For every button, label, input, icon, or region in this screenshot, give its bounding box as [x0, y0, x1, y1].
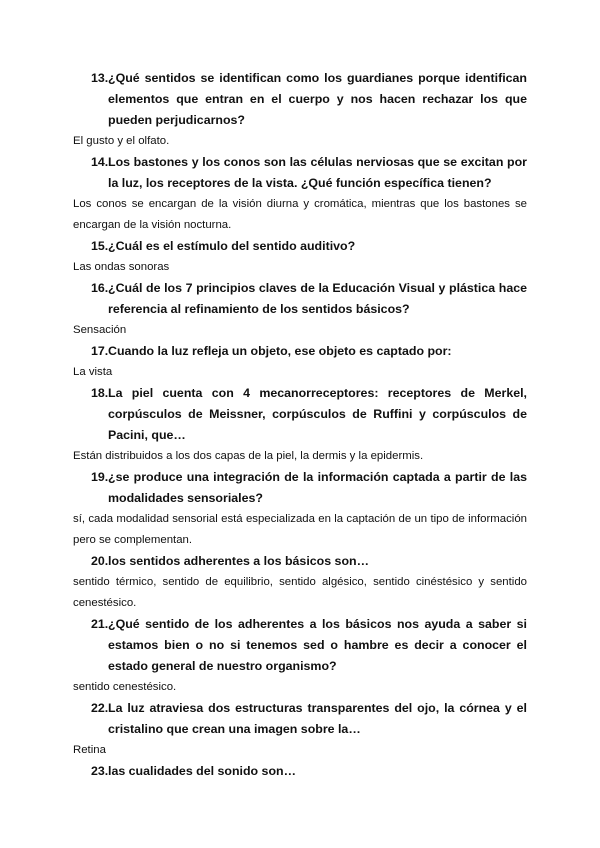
question-number: 14. — [91, 155, 109, 169]
question-text: La luz atraviesa dos estructuras transparentes del ojo, la córnea y el cristalino que crean una imagen sobre la… — [108, 701, 527, 736]
question-text: La piel cuenta con 4 mecanorreceptores: receptores de Merkel, corpúsculos de Meissner, corpúsculos de Ruffini y corpúsculos de Pacini, que… — [108, 386, 527, 442]
question-text: las cualidades del sonido son… — [108, 764, 296, 778]
question-number: 16. — [91, 281, 109, 295]
question-text: ¿Qué sentidos se identifican como los guardianes porque identifican elementos que entran en el cuerpo y nos hacen rechazar los que pueden perjudicarnos? — [108, 71, 527, 127]
question-number: 13. — [91, 71, 109, 85]
question-22 — [91, 698, 527, 740]
answer-17: La vista — [73, 366, 113, 378]
answer-20: sentido térmico, sentido de equilibrio, sentido algésico, sentido cinéstésico y sentido cenestésico. — [73, 576, 527, 609]
question-text: los sentidos adherentes a los básicos son… — [108, 554, 369, 568]
answer-13: El gusto y el olfato. — [73, 135, 170, 147]
question-20 — [91, 551, 527, 572]
answer-14: Los conos se encargan de la visión diurna y cromática, mientras que los bastones se encargan de la visión nocturna. — [73, 198, 527, 231]
answer-21: sentido cenestésico. — [73, 681, 177, 693]
answer-16: Sensación — [73, 324, 127, 336]
question-number: 17. — [91, 344, 109, 358]
question-text: ¿Qué sentido de los adherentes a los básicos nos ayuda a saber si estamos bien o no si tenemos sed o hambre es decir a conocer el estado general de nuestro organismo? — [108, 617, 527, 673]
question-14 — [91, 152, 527, 194]
answer-19: sí, cada modalidad sensorial está especializada en la captación de un tipo de información pero se complementan. — [73, 513, 527, 546]
question-text: ¿Cuál de los 7 principios claves de la Educación Visual y plástica hace referencia al refinamiento de los sentidos básicos? — [108, 281, 527, 316]
question-18 — [91, 383, 527, 446]
question-number: 21. — [91, 617, 109, 631]
answer-18: Están distribuidos a los dos capas de la piel, la dermis y la epidermis. — [73, 450, 424, 462]
question-number: 15. — [91, 239, 109, 253]
question-number: 19. — [91, 470, 109, 484]
question-number: 23. — [91, 764, 109, 778]
question-13 — [91, 68, 527, 131]
question-text: ¿Cuál es el estímulo del sentido auditivo? — [108, 239, 356, 253]
question-23 — [91, 761, 527, 782]
answer-22: Retina — [73, 744, 106, 756]
question-text: ¿se produce una integración de la información captada a partir de las modalidades sensoriales? — [108, 470, 527, 505]
question-19 — [91, 467, 527, 509]
question-15 — [91, 236, 527, 257]
question-21 — [91, 614, 527, 677]
question-number: 18. — [91, 386, 109, 400]
question-17 — [91, 341, 527, 362]
question-number: 20. — [91, 554, 109, 568]
question-number: 22. — [91, 701, 109, 715]
question-text: Los bastones y los conos son las células nerviosas que se excitan por la luz, los receptores de la vista. ¿Qué función específica tienen? — [108, 155, 527, 190]
question-16 — [91, 278, 527, 320]
question-text: Cuando la luz refleja un objeto, ese objeto es captado por: — [108, 344, 452, 358]
answer-15: Las ondas sonoras — [73, 261, 170, 273]
